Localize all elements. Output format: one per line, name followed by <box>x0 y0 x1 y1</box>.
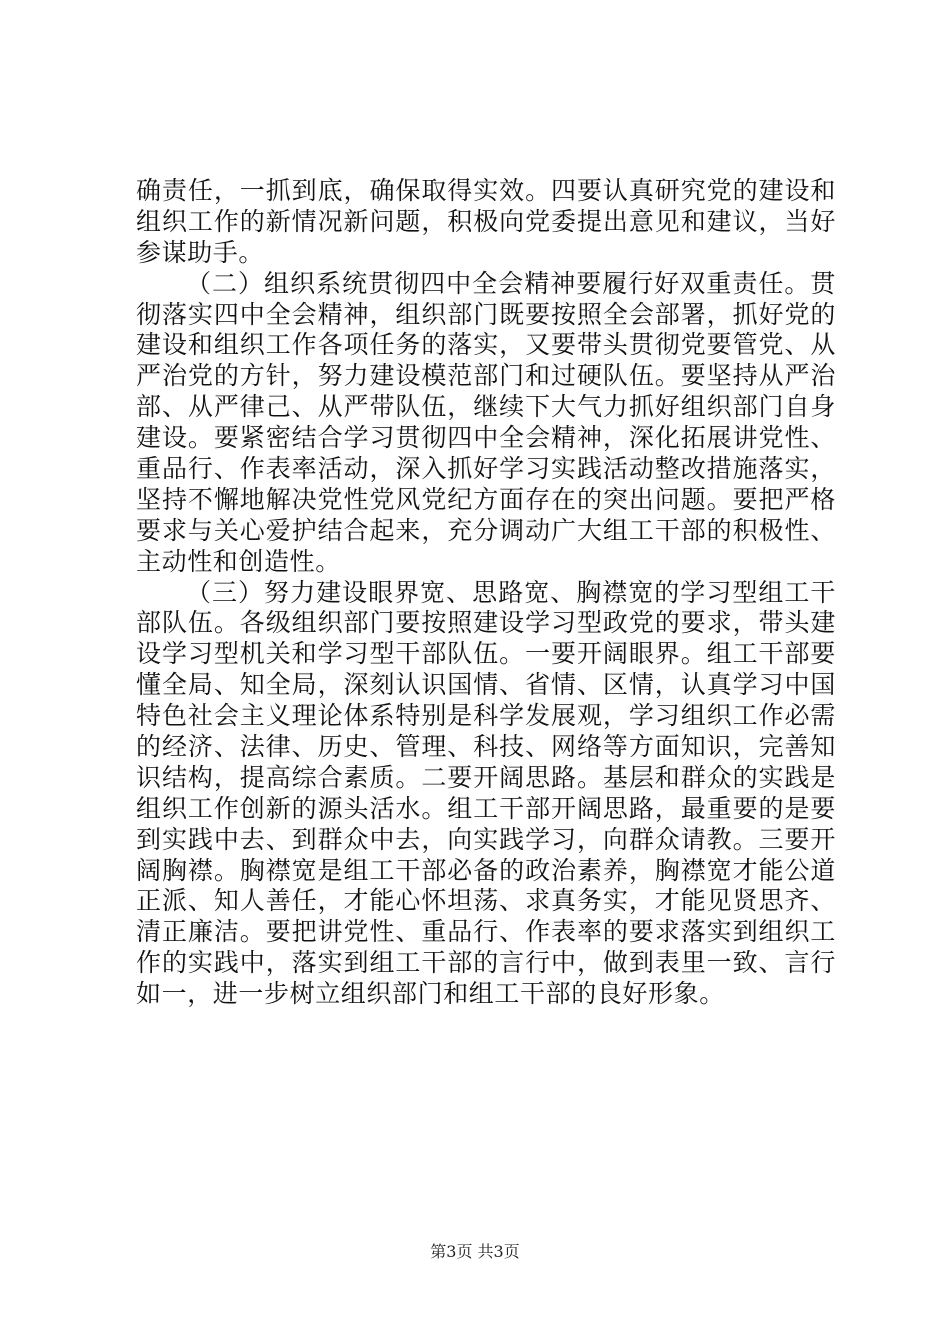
body-text <box>136 176 836 1010</box>
text-line: 严治党的方针，努力建设模范部门和过硬队伍。要坚持从严治 <box>136 361 836 391</box>
paragraph-start-line: （三）努力建设眼界宽、思路宽、胸襟宽的学习型组工干 <box>186 577 836 607</box>
text-line: 作的实践中，落实到组工干部的言行中，做到表里一致、言行 <box>136 948 836 978</box>
text-line: 组织工作创新的源头活水。组工干部开阔思路，最重要的是要 <box>136 793 836 823</box>
text-line: 参谋助手。 <box>136 237 265 267</box>
page-footer <box>0 1242 950 1262</box>
text-line: 设学习型机关和学习型干部队伍。一要开阔眼界。组工干部要 <box>136 639 836 669</box>
text-line: 坚持不懈地解决党性党风党纪方面存在的突出问题。要把严格 <box>136 484 836 514</box>
text-line: 如一，进一步树立组织部门和组工干部的良好形象。 <box>136 979 725 1009</box>
text-line: 到实践中去、到群众中去，向实践学习，向群众请教。三要开 <box>136 824 836 854</box>
page-number-label: 第3页 共3页 <box>430 1242 520 1261</box>
text-line: 建设和组织工作各项任务的落实，又要带头贯彻党要管党、从 <box>136 330 836 360</box>
text-line: 阔胸襟。胸襟宽是组工干部必备的政治素养，胸襟宽才能公道 <box>136 855 836 885</box>
text-line: 部队伍。各级组织部门要按照建设学习型政党的要求，带头建 <box>136 608 836 638</box>
text-line: 确责任，一抓到底，确保取得实效。四要认真研究党的建设和 <box>136 176 836 205</box>
text-line: 特色社会主义理论体系特别是科学发展观，学习组织工作必需 <box>136 701 836 731</box>
text-line: 正派、知人善任，才能心怀坦荡、求真务实，才能见贤思齐、 <box>136 886 836 916</box>
text-line: 要求与关心爱护结合起来，充分调动广大组工干部的积极性、 <box>136 515 836 545</box>
text-line: 主动性和创造性。 <box>136 546 341 576</box>
text-line: 懂全局、知全局，深刻认识国情、省情、区情，认真学习中国 <box>136 670 836 700</box>
text-line: 识结构，提高综合素质。二要开阔思路。基层和群众的实践是 <box>136 762 836 792</box>
text-line: 组织工作的新情况新问题，积极向党委提出意见和建议，当好 <box>136 206 836 236</box>
paragraph-start-line: （二）组织系统贯彻四中全会精神要履行好双重责任。贯 <box>186 268 836 298</box>
text-line: 重品行、作表率活动，深入抓好学习实践活动整改措施落实， <box>136 454 836 484</box>
text-line: 建设。要紧密结合学习贯彻四中全会精神，深化拓展讲党性、 <box>136 423 836 453</box>
text-line: 部、从严律己、从严带队伍，继续下大气力抓好组织部门自身 <box>136 392 836 422</box>
text-line: 彻落实四中全会精神，组织部门既要按照全会部署，抓好党的 <box>136 299 836 329</box>
text-line: 的经济、法律、历史、管理、科技、网络等方面知识，完善知 <box>136 732 836 762</box>
text-line: 清正廉洁。要把讲党性、重品行、作表率的要求落实到组织工 <box>136 917 836 947</box>
